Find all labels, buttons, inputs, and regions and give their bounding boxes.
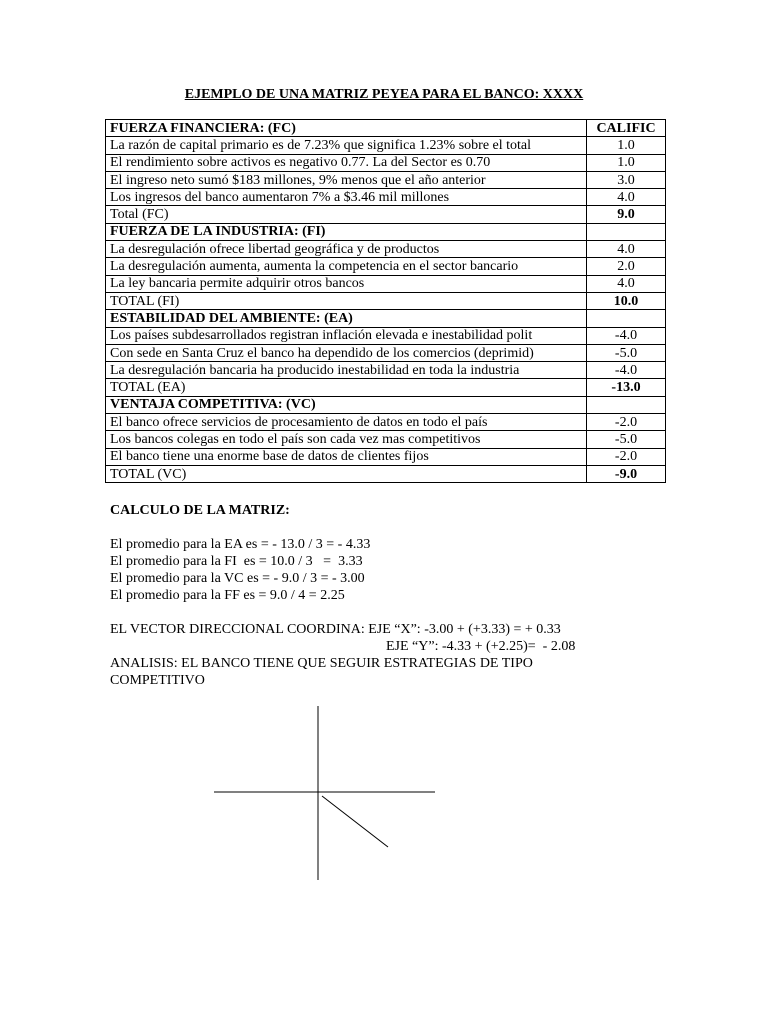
table-row: [106, 275, 666, 292]
row-rating: -4.0: [587, 362, 666, 379]
table-row: [106, 362, 666, 379]
total-row-fi: [106, 292, 666, 309]
total-label: TOTAL (FI): [106, 292, 587, 309]
row-description: Los bancos colegas en todo el país son cada vez mas competitivos: [106, 431, 587, 448]
vector-y-line: EJE “Y”: -4.33 + (+2.25)= - 2.08: [386, 639, 576, 654]
calculation-section: [110, 502, 730, 689]
row-rating: 1.0: [587, 154, 666, 171]
table-row: [106, 327, 666, 344]
total-value: -9.0: [587, 465, 666, 482]
row-description: La ley bancaria permite adquirir otros bancos: [106, 275, 587, 292]
document-title: EJEMPLO DE UNA MATRIZ PEYEA PARA EL BANCO: XXXX: [184, 87, 584, 102]
direction-vector: [322, 796, 388, 847]
table-row: [106, 241, 666, 258]
row-rating: 4.0: [587, 275, 666, 292]
row-rating: 4.0: [587, 189, 666, 206]
row-description: Con sede en Santa Cruz el banco ha dependido de los comercios (deprimid): [106, 344, 587, 361]
total-value: -13.0: [587, 379, 666, 396]
total-row-vc: [106, 465, 666, 482]
row-rating: [587, 310, 666, 327]
row-rating: -2.0: [587, 448, 666, 465]
table-row: [106, 154, 666, 171]
table-row: [106, 448, 666, 465]
row-rating: 2.0: [587, 258, 666, 275]
total-row-ea: [106, 379, 666, 396]
column-header-calific: CALIFIC: [587, 120, 666, 137]
peyea-matrix-table: [105, 119, 666, 483]
row-description: La desregulación ofrece libertad geográfica y de productos: [106, 241, 587, 258]
section-heading-fi: FUERZA DE LA INDUSTRIA: (FI): [106, 223, 587, 240]
row-description: La desregulación bancaria ha producido inestabilidad en toda la industria: [106, 362, 587, 379]
average-ff-line: El promedio para la FF es = 9.0 / 4 = 2.25: [110, 588, 345, 603]
total-row-fc: [106, 206, 666, 223]
section-heading-vc: VENTAJA COMPETITIVA: (VC): [106, 396, 587, 413]
row-rating: -4.0: [587, 327, 666, 344]
analysis-line-continued: COMPETITIVO: [110, 673, 205, 688]
row-rating: [587, 223, 666, 240]
row-rating: 4.0: [587, 241, 666, 258]
row-rating: -5.0: [587, 344, 666, 361]
total-label: Total (FC): [106, 206, 587, 223]
row-rating: 3.0: [587, 171, 666, 188]
row-rating: -2.0: [587, 414, 666, 431]
row-rating: [587, 396, 666, 413]
calculation-heading: CALCULO DE LA MATRIZ:: [110, 503, 290, 518]
table-row: [106, 171, 666, 188]
section-heading-ea: ESTABILIDAD DEL AMBIENTE: (EA): [106, 310, 587, 327]
table-header-row: [106, 120, 666, 137]
row-description: La razón de capital primario es de 7.23% que significa 1.23% sobre el total: [106, 137, 587, 154]
table-row: [106, 414, 666, 431]
table-row: [106, 258, 666, 275]
section-row-ea: [106, 310, 666, 327]
table-row: [106, 189, 666, 206]
table-row: [106, 344, 666, 361]
vector-x-line: EL VECTOR DIRECCIONAL COORDINA: EJE “X”: -3.00 + (+3.33) = + 0.33: [110, 622, 561, 637]
row-description: Los ingresos del banco aumentaron 7% a $3.46 mil millones: [106, 189, 587, 206]
section-row-fi: [106, 223, 666, 240]
row-description: La desregulación aumenta, aumenta la competencia en el sector bancario: [106, 258, 587, 275]
average-vc-line: El promedio para la VC es = - 9.0 / 3 = - 3.00: [110, 571, 365, 586]
row-description: El banco ofrece servicios de procesamiento de datos en todo el país: [106, 414, 587, 431]
peyea-vector-diagram: [210, 700, 450, 890]
row-description: El rendimiento sobre activos es negativo 0.77. La del Sector es 0.70: [106, 154, 587, 171]
row-description: El banco tiene una enorme base de datos de clientes fijos: [106, 448, 587, 465]
average-fi-line: El promedio para la FI es = 10.0 / 3 = 3.33: [110, 554, 363, 569]
row-rating: -5.0: [587, 431, 666, 448]
total-label: TOTAL (VC): [106, 465, 587, 482]
table-row: [106, 137, 666, 154]
row-description: El ingreso neto sumó $183 millones, 9% menos que el año anterior: [106, 171, 587, 188]
analysis-line: ANALISIS: EL BANCO TIENE QUE SEGUIR ESTRATEGIAS DE TIPO: [110, 656, 533, 671]
average-ea-line: El promedio para la EA es = - 13.0 / 3 = - 4.33: [110, 537, 371, 552]
row-rating: 1.0: [587, 137, 666, 154]
table-row: [106, 431, 666, 448]
total-value: 9.0: [587, 206, 666, 223]
section-row-vc: [106, 396, 666, 413]
total-value: 10.0: [587, 292, 666, 309]
row-description: Los países subdesarrollados registran inflación elevada e inestabilidad polit: [106, 327, 587, 344]
total-label: TOTAL (EA): [106, 379, 587, 396]
section-heading-fc: FUERZA FINANCIERA: (FC): [106, 120, 587, 137]
